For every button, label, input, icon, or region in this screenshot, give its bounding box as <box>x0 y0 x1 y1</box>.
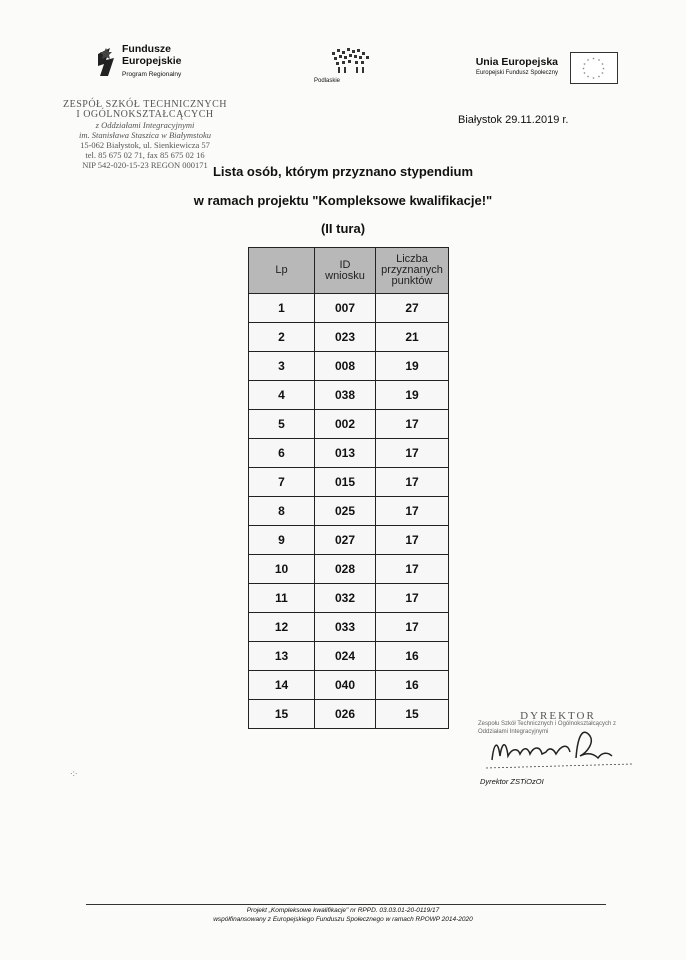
cell-lp: 1 <box>249 294 315 323</box>
table-row <box>249 555 449 584</box>
cell-id: 028 <box>315 555 376 584</box>
table-row <box>249 439 449 468</box>
school-stamp <box>40 100 250 170</box>
svg-text:*: * <box>582 67 585 72</box>
cell-points: 17 <box>376 439 449 468</box>
cell-id: 008 <box>315 352 376 381</box>
cell-points: 17 <box>376 555 449 584</box>
cell-lp: 10 <box>249 555 315 584</box>
header-points: Liczba przyznanych punktów <box>376 248 449 294</box>
cell-id: 015 <box>315 468 376 497</box>
stamp-line: 15-062 Białystok, ul. Sienkiewicza 57 <box>80 140 210 150</box>
table-row <box>249 352 449 381</box>
footer-divider <box>86 904 606 905</box>
cell-id: 027 <box>315 526 376 555</box>
cell-lp: 3 <box>249 352 315 381</box>
table-row <box>249 671 449 700</box>
cell-points: 19 <box>376 381 449 410</box>
cell-points: 15 <box>376 700 449 729</box>
cell-lp: 15 <box>249 700 315 729</box>
cell-lp: 7 <box>249 468 315 497</box>
table-row <box>249 642 449 671</box>
cell-points: 16 <box>376 642 449 671</box>
signature-role: Dyrektor ZSTiOzOI <box>480 777 544 786</box>
cell-id: 040 <box>315 671 376 700</box>
eu-title: Unia Europejska <box>475 56 558 68</box>
cell-lp: 9 <box>249 526 315 555</box>
table-row <box>249 468 449 497</box>
table-row <box>249 526 449 555</box>
svg-text:*: * <box>602 67 605 72</box>
director-stamp-title: DYREKTOR <box>520 710 596 722</box>
svg-text:*: * <box>598 75 600 80</box>
table-row <box>249 410 449 439</box>
svg-text:*: * <box>598 58 600 64</box>
cell-id: 002 <box>315 410 376 439</box>
director-stamp-text: Zespołu Szkół Technicznych i Ogólnokształcących z Oddziałami Integracyjnymi <box>478 721 616 735</box>
cell-id: 038 <box>315 381 376 410</box>
header-lp: Lp <box>249 248 315 294</box>
svg-text:*: * <box>592 76 595 82</box>
svg-text:*: * <box>592 57 595 62</box>
fe-title-line1: Fundusze <box>122 43 171 55</box>
eu-subtitle: Europejski Fundusz Społeczny <box>475 70 558 76</box>
document-subtitle: w ramach projektu "Kompleksowe kwalifikacje!" <box>193 193 493 208</box>
unia-europejska-logo <box>462 52 622 82</box>
table-row <box>249 584 449 613</box>
fe-subtitle: Program Regionalny <box>122 71 182 78</box>
cell-lp: 4 <box>249 381 315 410</box>
handwritten-signature <box>484 722 634 774</box>
cell-lp: 5 <box>249 410 315 439</box>
stamp-line: im. Stanisława Staszica w Białymstoku <box>79 130 211 140</box>
stamp-line: tel. 85 675 02 71, fax 85 675 02 16 <box>85 150 205 160</box>
svg-text:*: * <box>587 58 589 64</box>
cell-lp: 12 <box>249 613 315 642</box>
svg-text:*: * <box>601 71 604 77</box>
svg-text:*: * <box>587 75 589 80</box>
cell-lp: 8 <box>249 497 315 526</box>
svg-text:*: * <box>583 71 586 77</box>
svg-text:*: * <box>601 62 604 68</box>
cell-id: 024 <box>315 642 376 671</box>
cell-points: 17 <box>376 584 449 613</box>
cell-id: 033 <box>315 613 376 642</box>
cell-points: 17 <box>376 497 449 526</box>
cell-lp: 14 <box>249 671 315 700</box>
fundusze-europejskie-logo <box>96 44 216 84</box>
svg-text:*: * <box>583 62 586 68</box>
cell-points: 17 <box>376 526 449 555</box>
footer-project: Projekt „Kompleksowe kwalifikacje" nr RPPD. 03.03.01-20-0119/17 <box>246 907 440 914</box>
stamp-line: I OGÓLNOKSZTAŁCĄCYCH <box>76 109 214 120</box>
cell-id: 013 <box>315 439 376 468</box>
cell-id: 026 <box>315 700 376 729</box>
margin-mark: ·:· <box>70 769 78 778</box>
scholarship-table <box>248 247 449 729</box>
fe-star-icon <box>96 46 116 78</box>
stamp-line: z Oddziałami Integracyjnymi <box>95 120 195 130</box>
cell-points: 17 <box>376 613 449 642</box>
stamp-line: NIP 542-020-15-23 REGON 000171 <box>82 160 208 170</box>
header-id: ID wniosku <box>315 248 376 294</box>
document-title: Lista osób, którym przyznano stypendium <box>212 164 474 179</box>
cell-lp: 13 <box>249 642 315 671</box>
stamp-line: ZESPÓŁ SZKÓŁ TECHNICZNYCH <box>63 99 227 110</box>
table-row <box>249 497 449 526</box>
footer-funding: współfinansowany z Europejskiego Funduszu Społecznego w ramach RPOWP 2014-2020 <box>213 916 473 923</box>
podlaskie-label: Podlaskie <box>314 78 341 84</box>
cell-points: 17 <box>376 468 449 497</box>
cell-id: 025 <box>315 497 376 526</box>
cell-points: 17 <box>376 410 449 439</box>
cell-points: 21 <box>376 323 449 352</box>
table-header-row <box>249 248 449 294</box>
cell-points: 27 <box>376 294 449 323</box>
eu-flag-icon <box>570 52 618 84</box>
table-row <box>249 700 449 729</box>
cell-lp: 11 <box>249 584 315 613</box>
cell-lp: 2 <box>249 323 315 352</box>
cell-points: 19 <box>376 352 449 381</box>
cell-points: 16 <box>376 671 449 700</box>
table-row <box>249 613 449 642</box>
cell-id: 023 <box>315 323 376 352</box>
table-row <box>249 381 449 410</box>
document-round: (II tura) <box>320 221 366 236</box>
fe-title-line2: Europejskie <box>122 55 182 67</box>
table-row <box>249 323 449 352</box>
cell-id: 007 <box>315 294 376 323</box>
podlaskie-logo <box>314 44 384 90</box>
cell-id: 032 <box>315 584 376 613</box>
table-row <box>249 294 449 323</box>
cell-lp: 6 <box>249 439 315 468</box>
document-date: Białystok 29.11.2019 r. <box>458 114 569 126</box>
bison-icon <box>328 46 374 76</box>
